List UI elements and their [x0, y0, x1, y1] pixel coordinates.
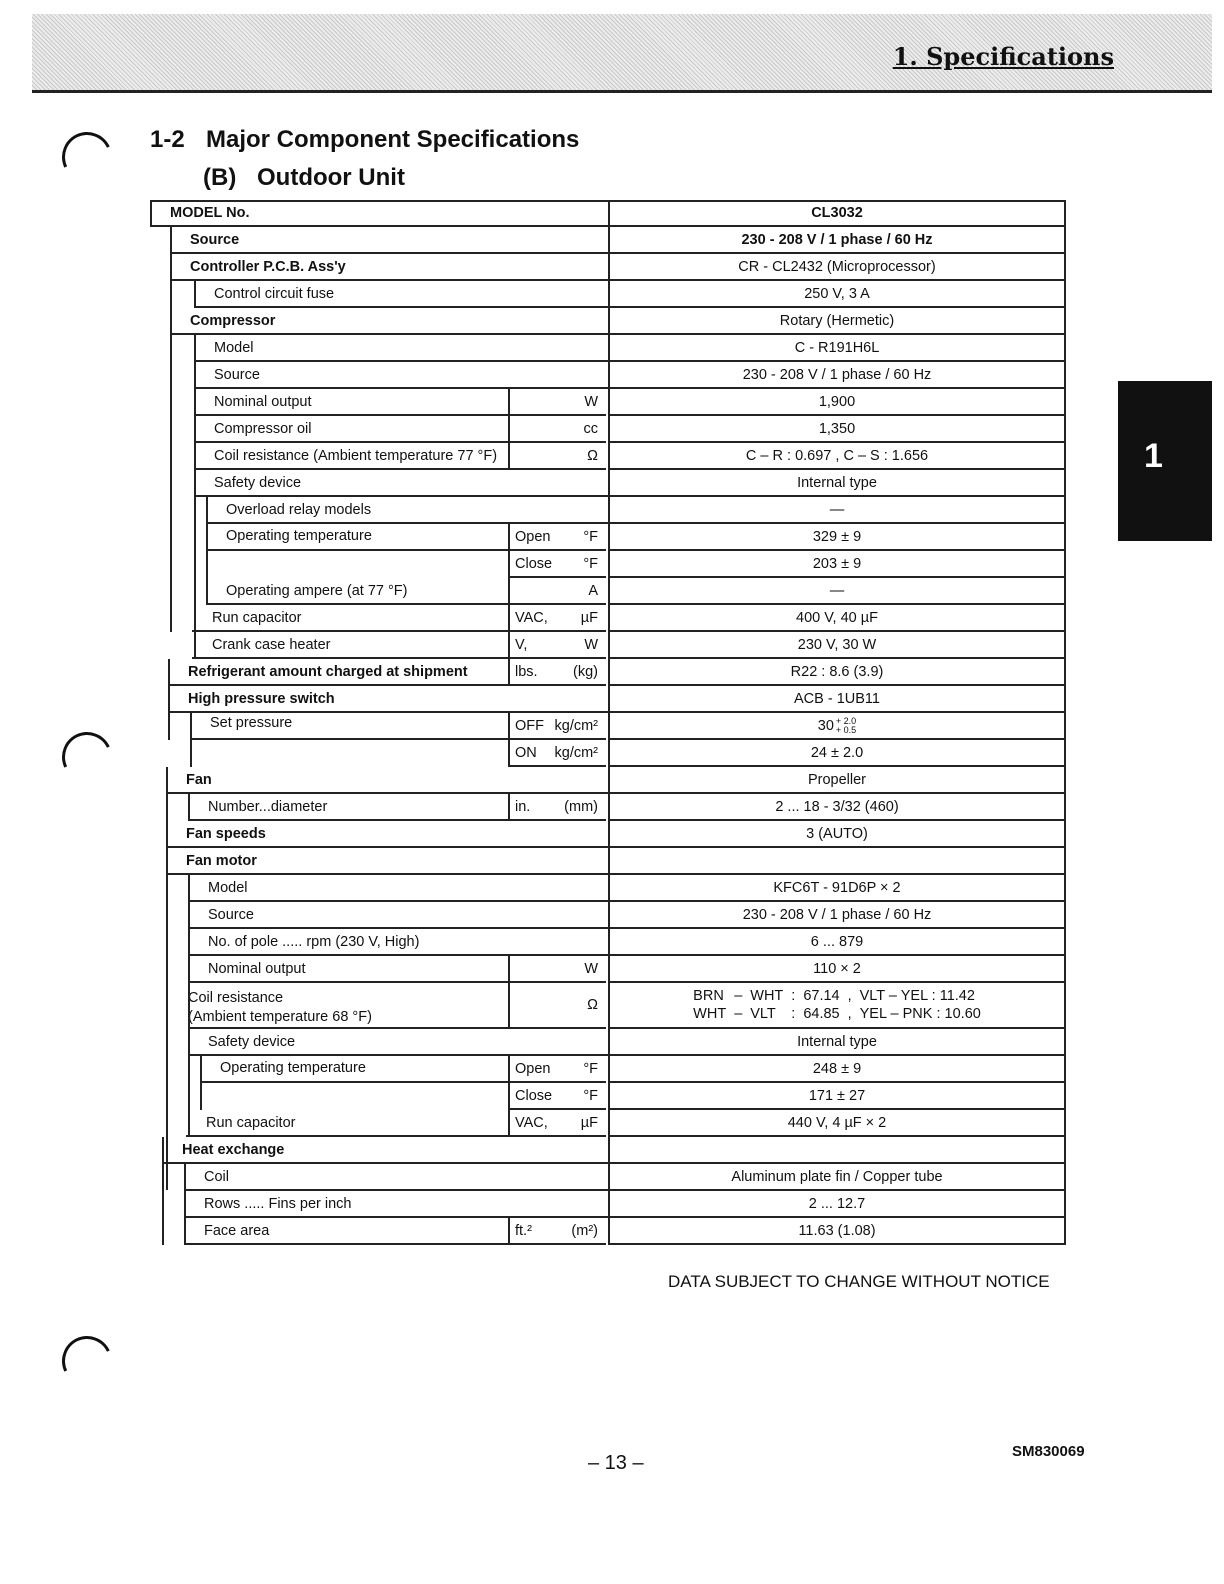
spec-label-line: Coil resistance — [188, 990, 284, 1006]
spec-label — [190, 713, 508, 740]
spec-value-text: 230 V, 30 W — [797, 636, 877, 653]
spec-unit-right: Ω — [587, 447, 598, 464]
spec-label — [194, 470, 608, 497]
spec-row — [138, 362, 1066, 389]
spec-label-text: Compressor — [190, 312, 276, 329]
table-indent-line — [166, 848, 168, 1190]
spec-value-text: Internal type — [797, 474, 877, 491]
spec-label — [206, 578, 508, 605]
spec-value — [608, 227, 1066, 254]
spec-value-text: 230 - 208 V / 1 phase / 60 Hz — [741, 231, 933, 248]
spec-value — [608, 794, 1066, 821]
coil-cell: 67.14 — [803, 988, 840, 1004]
spec-value — [608, 200, 1066, 227]
spec-row — [138, 659, 1066, 686]
spec-label-text: Set pressure — [210, 715, 293, 731]
spec-value-text: Internal type — [797, 1033, 877, 1050]
spec-value-text: R22 : 8.6 (3.9) — [790, 663, 884, 680]
spec-row — [138, 1137, 1066, 1164]
table-indent-line — [194, 335, 196, 659]
spec-unit-right: °F — [583, 1060, 598, 1077]
coil-cell: WHT — [693, 1006, 727, 1022]
spec-value-text: 2 ... 12.7 — [808, 1195, 866, 1212]
spec-value-text: 6 ... 879 — [810, 933, 864, 950]
spec-row — [138, 983, 1066, 1029]
spec-value-text: — — [829, 582, 845, 599]
spec-row — [138, 281, 1066, 308]
spec-row — [138, 956, 1066, 983]
spec-value — [608, 821, 1066, 848]
spec-value — [608, 659, 1066, 686]
spec-value — [608, 1164, 1066, 1191]
spec-value-text: 203 ± 9 — [812, 555, 862, 572]
spec-label — [186, 1110, 508, 1137]
spec-unit-left: lbs. — [515, 663, 538, 680]
spec-value-text: 3 (AUTO) — [806, 825, 868, 842]
spec-value — [608, 1056, 1066, 1083]
spec-value-text: 230 - 208 V / 1 phase / 60 Hz — [742, 366, 932, 383]
spec-value — [608, 983, 1066, 1029]
spec-unit — [508, 605, 606, 632]
sub-section-heading: Outdoor Unit — [257, 164, 405, 191]
spec-value-text: — — [829, 501, 845, 518]
spec-unit-right: W — [584, 636, 598, 653]
table-indent-line — [168, 659, 170, 740]
spec-label — [168, 659, 508, 686]
spec-unit-left: ft.² — [515, 1222, 532, 1239]
spec-label — [188, 794, 508, 821]
spec-value — [608, 929, 1066, 956]
spec-label-text: Model — [214, 339, 254, 356]
spec-row — [138, 686, 1066, 713]
spec-row — [138, 335, 1066, 362]
table-indent-line — [170, 227, 172, 632]
spec-unit-right: (m²) — [571, 1222, 598, 1239]
spec-label-text: Controller P.C.B. Ass'y — [190, 258, 346, 275]
spec-label-text: Model — [208, 879, 248, 896]
spec-row — [138, 632, 1066, 659]
spec-row — [138, 740, 1066, 767]
spec-label — [184, 1164, 608, 1191]
spec-label-text: Heat exchange — [182, 1141, 285, 1158]
spec-value — [608, 1029, 1066, 1056]
spec-label — [150, 200, 608, 227]
table-indent-line — [184, 1164, 186, 1245]
table-indent-line — [194, 281, 196, 308]
spec-value-text: KFC6T - 91D6P × 2 — [773, 879, 901, 896]
table-top-border — [150, 200, 1066, 202]
spec-row — [138, 794, 1066, 821]
chapter-title: 1. Specifications — [892, 42, 1114, 71]
spec-unit-left: ON — [515, 744, 537, 761]
spec-label — [184, 1191, 608, 1218]
spec-label-text: Source — [214, 366, 260, 383]
spec-label — [166, 767, 608, 794]
binder-hole-icon — [55, 1329, 119, 1393]
spec-label-text: No. of pole ..... rpm (230 V, High) — [208, 933, 420, 950]
spec-value — [608, 848, 1066, 875]
table-indent-line — [166, 767, 168, 848]
spec-value-text: 171 ± 27 — [808, 1087, 866, 1104]
section-number: 1-2 — [150, 126, 185, 153]
spec-row — [138, 200, 1066, 227]
spec-unit — [508, 794, 606, 821]
binder-hole-icon — [55, 725, 119, 789]
page-number: – 13 – — [588, 1452, 644, 1474]
chapter-tab — [1118, 381, 1212, 541]
spec-value-text: 2 ... 18 - 3/32 (460) — [775, 798, 899, 815]
spec-label — [206, 524, 508, 551]
spec-row — [138, 1083, 1066, 1110]
table-indent-line — [188, 794, 190, 821]
spec-label — [194, 281, 608, 308]
spec-label-text: Run capacitor — [206, 1114, 296, 1131]
spec-label-text: Safety device — [208, 1033, 296, 1050]
spec-value-text: ACB - 1UB11 — [794, 690, 880, 707]
coil-cell: : — [791, 1006, 796, 1022]
spec-value-text: Aluminum plate fin / Copper tube — [731, 1168, 943, 1185]
spec-label-text: Refrigerant amount charged at shipment — [188, 663, 468, 680]
tolerance-plus: + 2.0 — [835, 715, 857, 726]
spec-label-line: (Ambient temperature 68 °F) — [188, 1009, 372, 1025]
spec-label — [184, 1218, 508, 1245]
spec-row — [138, 497, 1066, 524]
spec-unit — [508, 578, 606, 605]
spec-row — [138, 443, 1066, 470]
coil-cell: 64.85 — [803, 1006, 840, 1022]
spec-label-text: Face area — [204, 1222, 270, 1239]
spec-label-text: Overload relay models — [226, 501, 372, 518]
spec-unit-right: A — [588, 582, 598, 599]
spec-unit-right: kg/cm² — [554, 744, 598, 761]
spec-unit-right: °F — [583, 555, 598, 572]
spec-label-text: Crank case heater — [212, 636, 331, 653]
spec-unit-left: in. — [515, 798, 531, 815]
spec-value — [608, 470, 1066, 497]
spec-unit-left: Open — [515, 1060, 551, 1077]
spec-label — [194, 335, 608, 362]
spec-label — [170, 254, 608, 281]
spec-unit — [508, 524, 606, 551]
spec-value — [608, 497, 1066, 524]
spec-value — [608, 524, 1066, 551]
spec-value — [608, 335, 1066, 362]
spec-value-text: 400 V, 40 µF — [796, 609, 878, 626]
spec-row — [138, 1029, 1066, 1056]
spec-label-text: Nominal output — [214, 393, 312, 410]
binder-hole-icon — [55, 125, 119, 189]
spec-row — [138, 1218, 1066, 1245]
spec-label-text: Fan motor — [186, 852, 257, 869]
spec-label-text: High pressure switch — [188, 690, 335, 707]
sub-section-title — [203, 164, 405, 192]
spec-unit — [508, 1083, 606, 1110]
spec-row — [138, 389, 1066, 416]
spec-row — [138, 1164, 1066, 1191]
spec-label — [206, 497, 608, 524]
spec-row — [138, 929, 1066, 956]
spec-label — [188, 902, 608, 929]
spec-row — [138, 551, 1066, 578]
spec-value-text: C - R191H6L — [794, 339, 880, 356]
coil-cell: VLT — [750, 1006, 776, 1022]
spec-label — [166, 848, 608, 875]
spec-value — [608, 902, 1066, 929]
coil-cell: : — [791, 988, 796, 1004]
coil-cell: – — [734, 1006, 743, 1022]
spec-label — [188, 1029, 608, 1056]
spec-value — [608, 551, 1066, 578]
spec-value — [608, 1110, 1066, 1137]
coil-resistance-values — [693, 987, 981, 1023]
spec-unit — [508, 1218, 606, 1245]
spec-label-text: Fan — [186, 771, 212, 788]
spec-row — [138, 1191, 1066, 1218]
spec-value — [608, 362, 1066, 389]
spec-unit-right: W — [584, 393, 598, 410]
table-indent-line — [162, 1137, 164, 1245]
spec-label — [194, 443, 508, 470]
spec-label-text: Source — [190, 231, 240, 248]
spec-value — [608, 632, 1066, 659]
spec-value-text: 329 ± 9 — [812, 528, 862, 545]
spec-label — [188, 956, 508, 983]
spec-unit-left: OFF — [515, 717, 544, 734]
spec-value — [608, 578, 1066, 605]
spec-value — [608, 308, 1066, 335]
spec-label — [168, 686, 608, 713]
coil-cell: WHT — [750, 988, 784, 1004]
spec-unit-left: VAC, — [515, 609, 548, 626]
spec-unit — [508, 1056, 606, 1083]
spec-value-text: 11.63 (1.08) — [798, 1222, 876, 1239]
spec-label — [194, 416, 508, 443]
spec-unit — [508, 956, 606, 983]
chapter-tab-number: 1 — [1144, 437, 1163, 475]
spec-label-text: Compressor oil — [214, 420, 312, 437]
coil-cell: – — [734, 988, 743, 1004]
spec-label — [166, 821, 608, 848]
spec-label-text: Source — [208, 906, 254, 923]
spec-label — [162, 1137, 608, 1164]
spec-unit-left: Close — [515, 555, 553, 572]
spec-value — [608, 1218, 1066, 1245]
spec-unit-right: µF — [580, 1114, 598, 1131]
spec-label — [188, 929, 608, 956]
spec-label-text: Coil resistance (Ambient temperature 77 °F) — [214, 447, 498, 464]
spec-label — [192, 632, 508, 659]
spec-value-text: 230 - 208 V / 1 phase / 60 Hz — [742, 906, 932, 923]
spec-label — [188, 983, 508, 1029]
spec-label-text: Number...diameter — [208, 798, 328, 815]
coil-cell: , — [847, 988, 852, 1004]
section-title — [150, 126, 579, 154]
spec-value — [608, 443, 1066, 470]
spec-row — [138, 470, 1066, 497]
spec-unit — [508, 659, 606, 686]
spec-row — [138, 875, 1066, 902]
spec-unit-right: cc — [583, 420, 598, 437]
spec-label-text: Coil — [204, 1168, 229, 1185]
spec-value — [608, 389, 1066, 416]
spec-unit-left: VAC, — [515, 1114, 548, 1131]
spec-value — [608, 767, 1066, 794]
spec-label-text: MODEL No. — [170, 204, 250, 221]
spec-value-text: 440 V, 4 µF × 2 — [787, 1114, 887, 1131]
spec-label-text: Fan speeds — [186, 825, 266, 842]
spec-value — [608, 254, 1066, 281]
spec-value-text: 1,350 — [818, 420, 856, 437]
document-code: SM830069 — [1012, 1443, 1085, 1460]
table-indent-line — [206, 497, 208, 605]
spec-unit-right: W — [584, 960, 598, 977]
spec-row — [138, 1110, 1066, 1137]
spec-label — [170, 227, 608, 254]
spec-value-text: CR - CL2432 (Microprocessor) — [738, 258, 936, 275]
spec-label — [188, 875, 608, 902]
spec-row — [138, 902, 1066, 929]
spec-unit — [508, 713, 606, 740]
spec-label-text: Nominal output — [208, 960, 306, 977]
spec-value — [608, 416, 1066, 443]
spec-row — [138, 821, 1066, 848]
spec-label-text: Operating temperature — [220, 1060, 366, 1076]
spec-value — [608, 713, 1066, 740]
spec-label-text: Control circuit fuse — [214, 285, 335, 302]
spec-table — [138, 200, 1066, 1265]
spec-unit-right: (kg) — [573, 663, 598, 680]
spec-value — [608, 605, 1066, 632]
spec-unit — [508, 443, 606, 470]
section-heading: Major Component Specifications — [206, 126, 580, 153]
sub-section-number: (B) — [203, 164, 237, 191]
spec-row — [138, 767, 1066, 794]
spec-row — [138, 308, 1066, 335]
table-indent-line — [188, 875, 190, 1137]
spec-value-text: C – R : 0.697 , C – S : 1.656 — [745, 447, 929, 464]
spec-value-text: 110 × 2 — [813, 960, 861, 977]
spec-label — [192, 605, 508, 632]
table-indent-line — [190, 713, 192, 767]
spec-unit — [508, 551, 606, 578]
footnote: DATA SUBJECT TO CHANGE WITHOUT NOTICE — [668, 1272, 1050, 1291]
spec-label-text: Safety device — [214, 474, 302, 491]
spec-unit — [508, 389, 606, 416]
spec-row — [138, 416, 1066, 443]
spec-unit-right: kg/cm² — [554, 717, 598, 734]
spec-unit — [508, 416, 606, 443]
spec-unit-right: °F — [583, 528, 598, 545]
coil-cell: BRN — [693, 988, 724, 1004]
spec-value-text: 30 — [817, 717, 834, 734]
spec-label — [200, 1056, 508, 1083]
spec-value-text: 250 V, 3 A — [804, 285, 870, 302]
spec-value — [608, 1191, 1066, 1218]
spec-row — [138, 713, 1066, 740]
spec-row — [138, 848, 1066, 875]
table-indent-line — [150, 200, 152, 227]
spec-value — [608, 1083, 1066, 1110]
spec-value — [608, 281, 1066, 308]
coil-cell: , — [847, 1006, 852, 1022]
spec-row — [138, 578, 1066, 605]
spec-value — [608, 1137, 1066, 1164]
spec-label — [194, 389, 508, 416]
spec-value — [608, 956, 1066, 983]
spec-value-text: Propeller — [807, 771, 867, 788]
coil-cell: VLT – YEL : 11.42 — [859, 988, 975, 1004]
table-indent-line — [200, 1056, 202, 1110]
spec-unit-right: °F — [583, 1087, 598, 1104]
spec-unit-left: Close — [515, 1087, 553, 1104]
spec-label — [194, 362, 608, 389]
spec-value-text: 24 ± 2.0 — [810, 744, 864, 761]
spec-unit — [508, 632, 606, 659]
spec-row — [138, 605, 1066, 632]
spec-label — [170, 308, 608, 335]
spec-unit-left: V, — [515, 636, 528, 653]
coil-cell: YEL – PNK : 10.60 — [859, 1006, 981, 1022]
spec-label-text: Operating ampere (at 77 °F) — [226, 582, 408, 599]
spec-unit-right: (mm) — [564, 798, 598, 815]
spec-label-text: Rows ..... Fins per inch — [204, 1195, 352, 1212]
spec-value-text: 1,900 — [818, 393, 856, 410]
spec-row — [138, 524, 1066, 551]
spec-unit-left: Open — [515, 528, 551, 545]
spec-value-text: Rotary (Hermetic) — [779, 312, 895, 329]
spec-label-text: Operating temperature — [226, 528, 372, 544]
spec-row — [138, 1056, 1066, 1083]
tolerance — [836, 717, 856, 735]
spec-value — [608, 740, 1066, 767]
spec-value-text: 248 ± 9 — [812, 1060, 862, 1077]
spec-value-text: CL3032 — [811, 204, 863, 221]
spec-unit — [508, 983, 606, 1029]
spec-row — [138, 254, 1066, 281]
spec-row — [138, 227, 1066, 254]
spec-value — [608, 686, 1066, 713]
spec-unit-right: µF — [580, 609, 598, 626]
spec-label-text: Run capacitor — [212, 609, 302, 626]
spec-unit-right: Ω — [587, 997, 598, 1013]
tolerance-minus: + 0.5 — [835, 724, 857, 735]
spec-value — [608, 875, 1066, 902]
spec-unit — [508, 740, 606, 767]
spec-unit — [508, 1110, 606, 1137]
